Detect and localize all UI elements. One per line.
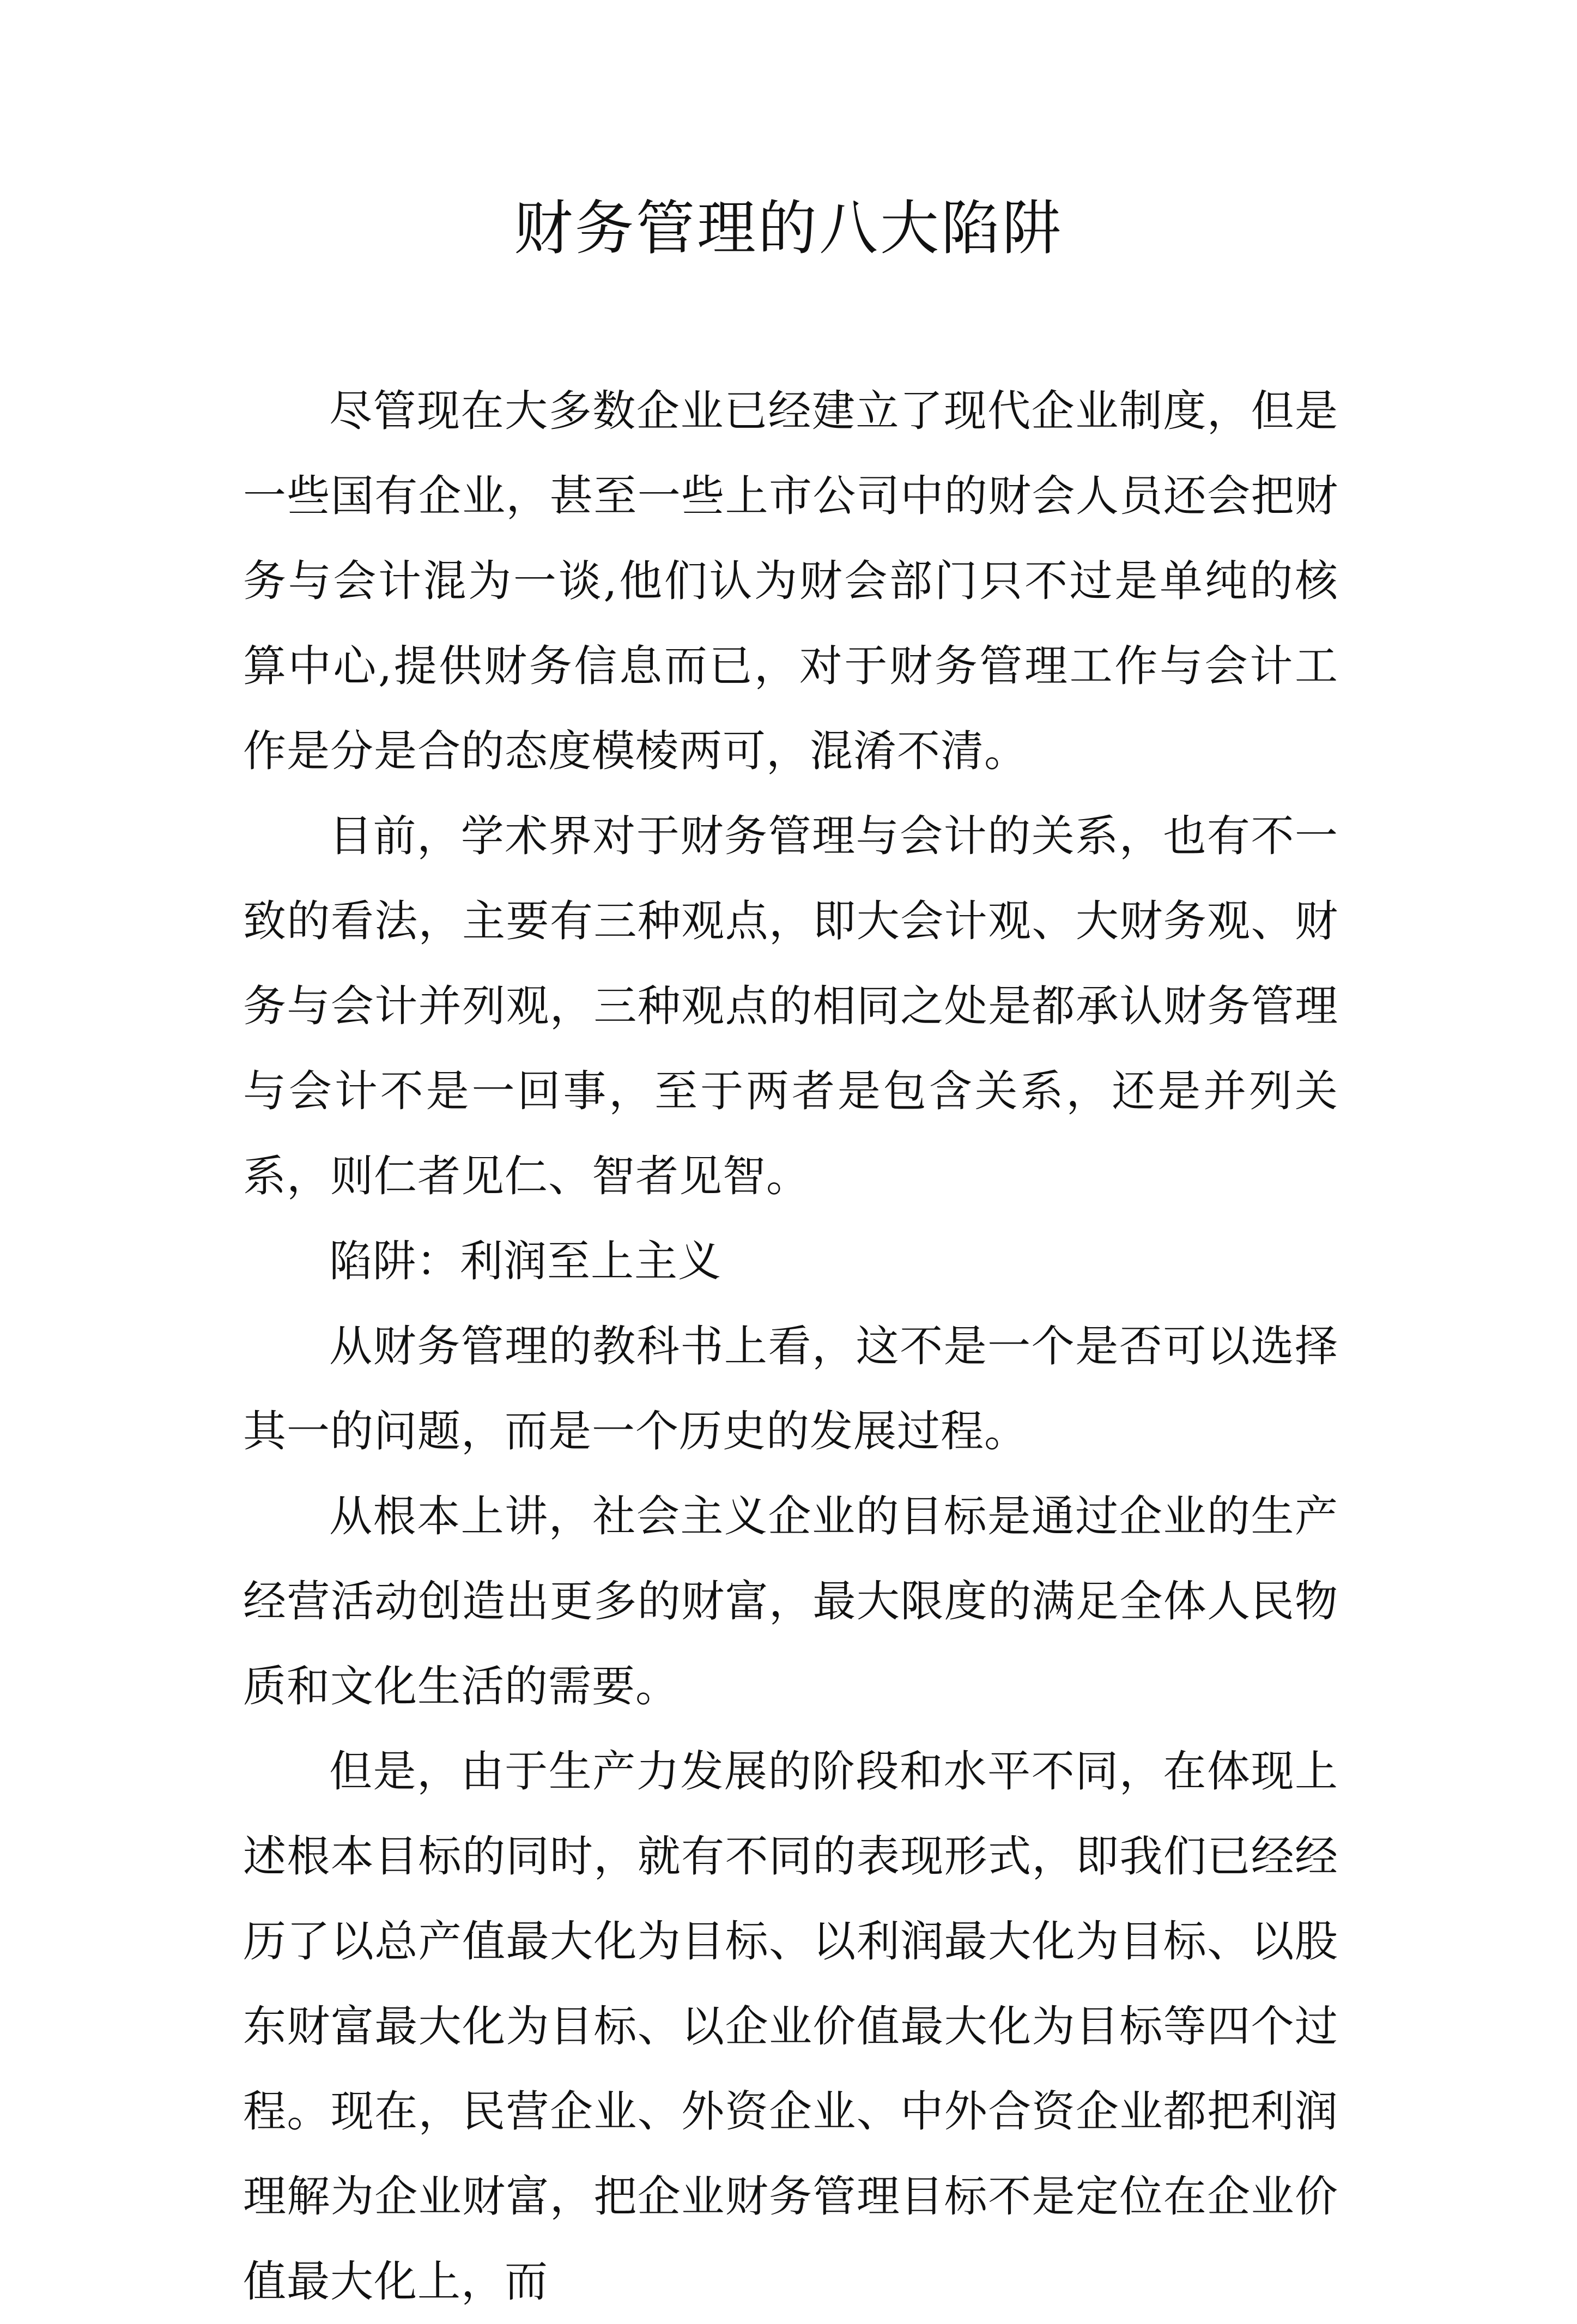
paragraph: 从财务管理的教科书上看，这不是一个是否可以选择其一的问题，而是一个历史的发展过程。 — [243, 1321, 1338, 1456]
section-heading: 陷阱：利润至上主义 — [329, 1236, 721, 1286]
paragraph: 目前，学术界对于财务管理与会计的关系，也有不一致的看法，主要有三种观点，即大会计观、大财务观、财务与会计并列观，三种观点的相同之处是都承认财务管理与会计不是一回事，至于两者是包含关系，还是并列关系，则仁者见仁、智者见智。 — [243, 811, 1338, 1201]
document-title: 财务管理的八大陷阱 — [513, 195, 1063, 263]
paragraph: 尽管现在大多数企业已经建立了现代企业制度，但是一些国有企业，甚至一些上市公司中的财会人员还会把财务与会计混为一谈,他们认为财会部门只不过是单纯的核算中心,提供财务信息而已，对于财务管理工作与会计工作是分是合的态度模棱两可，混淆不清。 — [243, 386, 1338, 776]
paragraph: 但是，由于生产力发展的阶段和水平不同，在体现上述根本目标的同时，就有不同的表现形式，即我们已经经历了以总产值最大化为目标、以利润最大化为目标、以股东财富最大化为目标、以企业价值最大化为目标等四个过程。现在，民营企业、外资企业、中外合资企业都把利润理解为企业财富，把企业财务管理目标不是定位在企业价值最大化上，而 — [243, 1746, 1338, 2307]
paragraph: 从根本上讲，社会主义企业的目标是通过企业的生产经营活动创造出更多的财富，最大限度的满足全体人民物质和文化生活的需要。 — [243, 1491, 1338, 1711]
document-body — [243, 368, 1338, 2324]
